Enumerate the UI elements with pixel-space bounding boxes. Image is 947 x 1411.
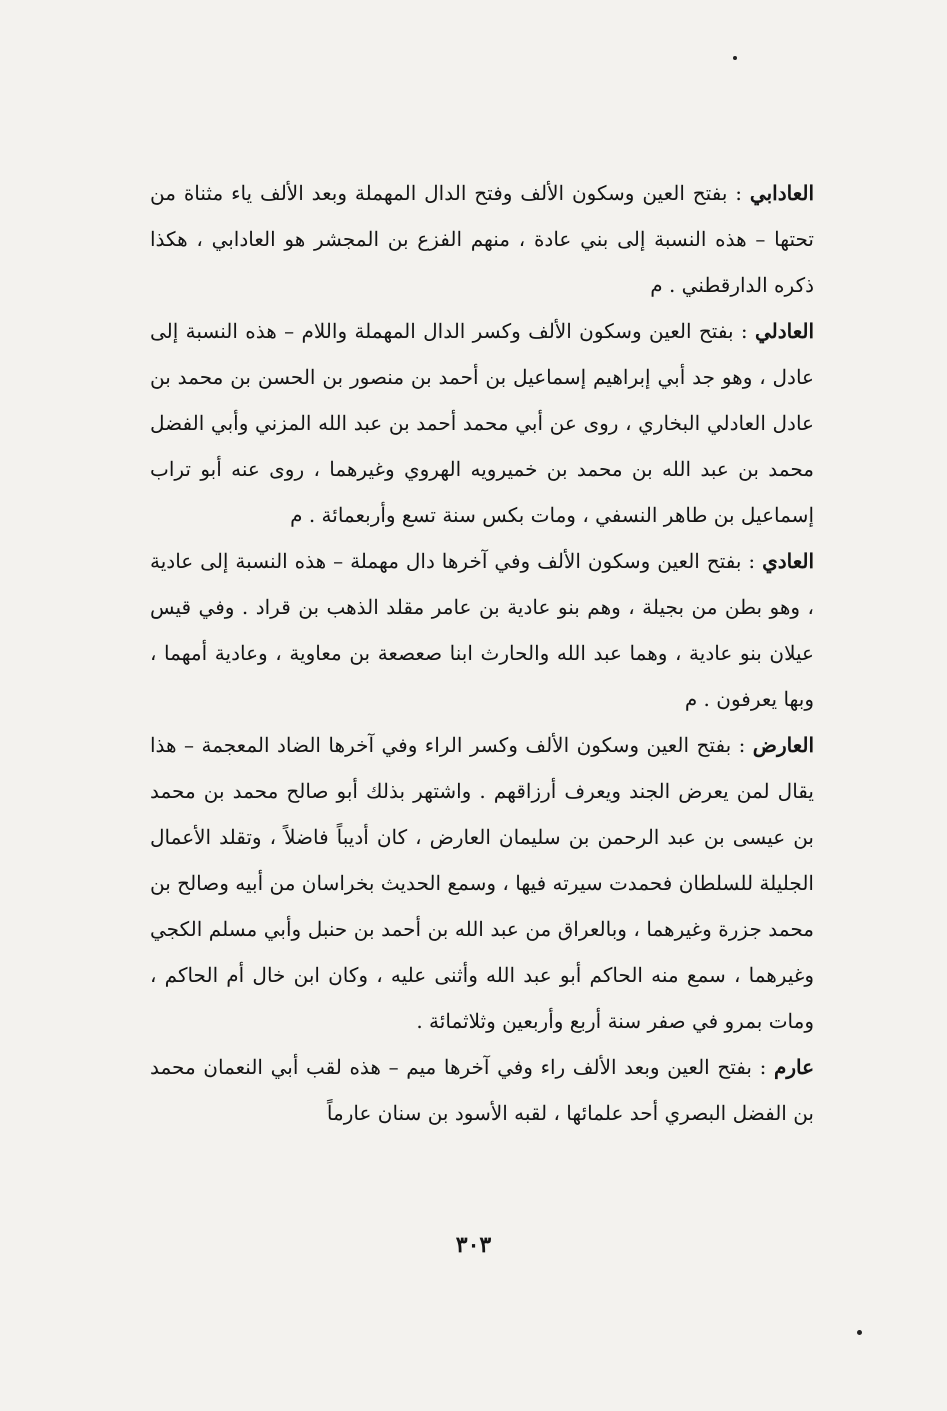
entry-text: : بفتح العين وسكون الألف وفي آخرها دال مهملة – هذه النسبة إلى عادية ، وهو بطن من بجيلة ، وهم بنو عادية بن عامر مقلد الذهب بن قراد . وفي قيس عيلان بنو عادية ، وهما عبد الله والحارث ابنا صعصعة بن معاوية ، وعادية أمهما ، وبها يعرفون . م: [150, 549, 814, 711]
entry-text: : بفتح العين وسكون الألف وكسر الراء وفي آخرها الضاد المعجمة – هذا يقال لمن يعرض الجند ويعرف أرزاقهم . واشتهر بذلك أبو صالح محمد بن محمد بن عيسى بن عبد الرحمن بن سليمان العارض ، كان أديباً فاضلاً ، وتقلد الأعمال الجليلة للسلطان فحمدت سيرته فيها ، وسمع الحديث بخراسان من أبيه وصالح بن محمد جزرة وغيرهما ، وبالعراق من عبد الله بن أحمد بن حنبل وأبي مسلم الكجي وغيرهما ، سمع منه الحاكم أبو عبد الله وأثنى عليه ، وكان ابن خال أم الحاكم ، ومات بمرو في صفر سنة أربع وأربعين وثلاثمائة .: [150, 733, 814, 1033]
entry-term: العادلي: [754, 319, 815, 343]
entry-term: عارم: [773, 1055, 815, 1079]
entry-al-adili: [150, 308, 814, 538]
entry-text: : بفتح العين وسكون الألف وكسر الدال المهملة واللام – هذه النسبة إلى عادل ، وهو جد أبي إبراهيم إسماعيل بن أحمد بن منصور بن الحسن بن محمد بن عادل العادلي البخاري ، روى عن أبي محمد أحمد بن عبد الله المزني وأبي الفضل محمد بن عبد الله بن محمد بن خميرويه الهروي وغيرهما ، روى عنه أبو تراب إسماعيل بن طاهر النسفي ، ومات بكس سنة تسع وأربعمائة . م: [150, 319, 814, 527]
entry-term: العادي: [762, 549, 815, 573]
entry-term: العارض: [752, 733, 815, 757]
ink-speck: [733, 56, 737, 60]
entry-al-adabi: [150, 170, 814, 308]
entry-al-adi: [150, 538, 814, 722]
entry-term: العادابي: [749, 181, 814, 205]
entry-al-arid: [150, 722, 814, 1044]
entry-text: : بفتح العين وسكون الألف وفتح الدال المهملة وبعد الألف ياء مثناة من تحتها – هذه النسبة إلى بني عادة ، منهم الفزع بن المجشر هو العادابي ، هكذا ذكره الدارقطني . م: [150, 181, 814, 297]
page-number: ٣٠٣: [455, 1232, 492, 1258]
entry-text: : بفتح العين وبعد الألف راء وفي آخرها ميم – هذه لقب أبي النعمان محمد بن الفضل البصري أحد علمائها ، لقبه الأسود بن سنان عارماً: [150, 1055, 814, 1125]
page-body: [150, 170, 814, 1136]
ink-speck: [857, 1330, 862, 1335]
entry-arim: [150, 1044, 814, 1136]
